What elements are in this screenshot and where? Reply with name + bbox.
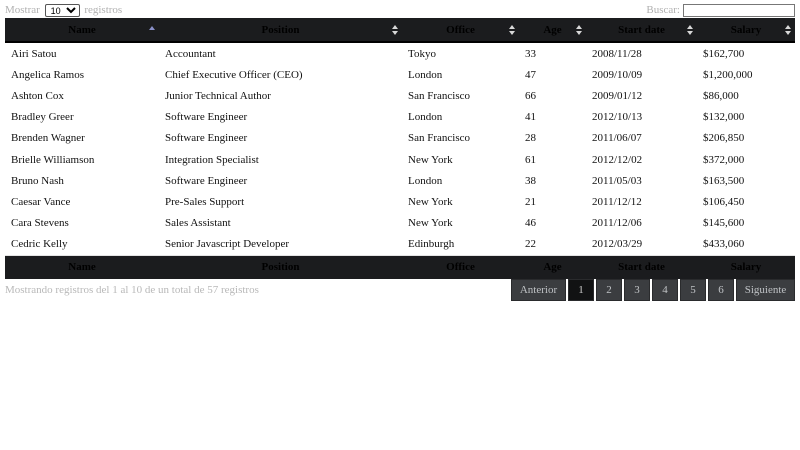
column-header-label: Salary	[730, 23, 762, 36]
cell-salary: $106,450	[703, 195, 745, 208]
cell-age: 21	[525, 195, 536, 208]
previous-page-button[interactable]: Anterior	[511, 279, 566, 301]
table-row	[5, 170, 795, 191]
page-length-control	[5, 4, 122, 17]
cell-name: Bradley Greer	[11, 111, 74, 124]
cell-office: San Francisco	[408, 132, 471, 145]
cell-position: Sales Assistant	[165, 217, 231, 230]
cell-age: 22	[519, 234, 586, 256]
cell-name: Airi Satou	[11, 47, 57, 60]
cell-position: Chief Executive Officer (CEO)	[165, 68, 303, 81]
table-row	[5, 149, 795, 170]
column-header-start-date[interactable]	[586, 18, 697, 42]
cell-start-date: 2009/01/12	[592, 89, 643, 102]
cell-age: 28	[525, 132, 536, 145]
next-page-button[interactable]: Siguiente	[736, 279, 795, 301]
cell-salary: $163,500	[703, 174, 745, 187]
cell-position: Junior Technical Author	[165, 89, 271, 102]
cell-age: 38	[525, 174, 536, 187]
column-header-label: Start date	[618, 23, 665, 36]
table-row	[5, 128, 795, 149]
cell-salary: $433,060	[697, 234, 795, 256]
cell-position: Accountant	[165, 47, 216, 60]
cell-age: 46	[525, 217, 536, 230]
header-row	[5, 18, 795, 42]
cell-office: London	[408, 174, 443, 187]
cell-salary: $132,000	[703, 111, 745, 124]
cell-start-date: 2011/12/06	[592, 217, 642, 230]
footer-header-name: Name	[5, 255, 159, 279]
column-header-position[interactable]	[159, 18, 402, 42]
cell-salary: $372,000	[703, 153, 745, 166]
footer-header-office: Office	[402, 255, 519, 279]
cell-age: 41	[525, 111, 536, 124]
length-prefix-label: Mostrar	[5, 4, 40, 17]
cell-age: 47	[525, 68, 536, 81]
footer-row	[5, 255, 795, 279]
cell-name: Cedric Kelly	[5, 234, 159, 256]
sort-both-icon	[785, 25, 791, 35]
page-button-5[interactable]: 5	[680, 279, 706, 301]
cell-name: Caesar Vance	[11, 195, 71, 208]
cell-office: New York	[408, 195, 453, 208]
footer-header-salary: Salary	[697, 255, 795, 279]
cell-position: Integration Specialist	[165, 153, 259, 166]
cell-position: Senior Javascript Developer	[159, 234, 402, 256]
table-row	[5, 85, 795, 106]
sort-both-icon	[509, 25, 515, 35]
cell-salary: $206,850	[703, 132, 745, 145]
table-info: Mostrando registros del 1 al 10 de un total de 57 registros	[5, 284, 259, 296]
page-button-6[interactable]: 6	[708, 279, 734, 301]
search-label: Buscar:	[646, 4, 680, 17]
page-button-4[interactable]: 4	[652, 279, 678, 301]
sort-both-icon	[392, 25, 398, 35]
cell-office: London	[408, 111, 443, 124]
cell-office: Edinburgh	[402, 234, 519, 256]
column-header-label: Name	[68, 23, 96, 36]
cell-office: New York	[408, 217, 453, 230]
cell-salary: $162,700	[703, 47, 745, 60]
page-button-3[interactable]: 3	[624, 279, 650, 301]
cell-position: Software Engineer	[165, 111, 248, 124]
cell-name: Ashton Cox	[11, 89, 64, 102]
column-header-age[interactable]	[519, 18, 586, 42]
column-header-label: Office	[446, 23, 475, 36]
cell-name: Brenden Wagner	[11, 132, 85, 145]
sort-both-icon	[576, 25, 582, 35]
pagination	[511, 279, 795, 301]
cell-salary: $86,000	[703, 89, 739, 102]
page-button-2[interactable]: 2	[596, 279, 622, 301]
cell-start-date: 2012/12/02	[592, 153, 643, 166]
column-header-label: Age	[543, 23, 562, 36]
cell-office: London	[408, 68, 443, 81]
cell-start-date: 2012/10/13	[592, 111, 643, 124]
search-input[interactable]	[683, 4, 795, 17]
cell-start-date: 2008/11/28	[592, 47, 642, 60]
length-suffix-label: registros	[84, 4, 123, 17]
cell-start-date: 2011/05/03	[592, 174, 642, 187]
page-length-select[interactable]	[45, 4, 80, 17]
data-table	[5, 18, 795, 279]
cell-age: 61	[525, 153, 536, 166]
cell-name: Brielle Williamson	[11, 153, 95, 166]
table-row	[5, 213, 795, 234]
cell-salary: $1,200,000	[703, 68, 753, 81]
cell-age: 66	[525, 89, 536, 102]
table-controls	[5, 3, 795, 19]
cell-name: Bruno Nash	[11, 174, 64, 187]
table-row	[5, 191, 795, 212]
cell-position: Software Engineer	[165, 174, 248, 187]
footer-header-start-date: Start date	[586, 255, 697, 279]
column-header-label: Position	[261, 23, 300, 36]
cell-salary: $145,600	[703, 217, 745, 230]
cell-start-date: 2009/10/09	[592, 68, 643, 81]
footer-header-position: Position	[159, 255, 402, 279]
cell-start-date: 2011/12/12	[592, 195, 642, 208]
column-header-office[interactable]	[402, 18, 519, 42]
cell-office: San Francisco	[408, 89, 471, 102]
column-header-name[interactable]	[5, 18, 159, 42]
cell-office: New York	[408, 153, 453, 166]
table-row	[5, 234, 795, 256]
cell-name: Angelica Ramos	[11, 68, 85, 81]
cell-office: Tokyo	[408, 47, 436, 60]
table-row	[5, 107, 795, 128]
footer-header-age: Age	[519, 255, 586, 279]
sort-ascending-icon	[149, 25, 155, 35]
cell-name: Cara Stevens	[11, 217, 69, 230]
search-control	[646, 4, 795, 17]
cell-age: 33	[525, 47, 536, 60]
sort-both-icon	[687, 25, 693, 35]
page-button-1[interactable]: 1	[568, 279, 594, 301]
cell-start-date: 2011/06/07	[592, 132, 642, 145]
table-row	[5, 42, 795, 64]
table-row	[5, 64, 795, 85]
cell-position: Pre-Sales Support	[165, 195, 245, 208]
column-header-salary[interactable]	[697, 18, 795, 42]
cell-position: Software Engineer	[165, 132, 248, 145]
cell-start-date: 2012/03/29	[586, 234, 697, 256]
